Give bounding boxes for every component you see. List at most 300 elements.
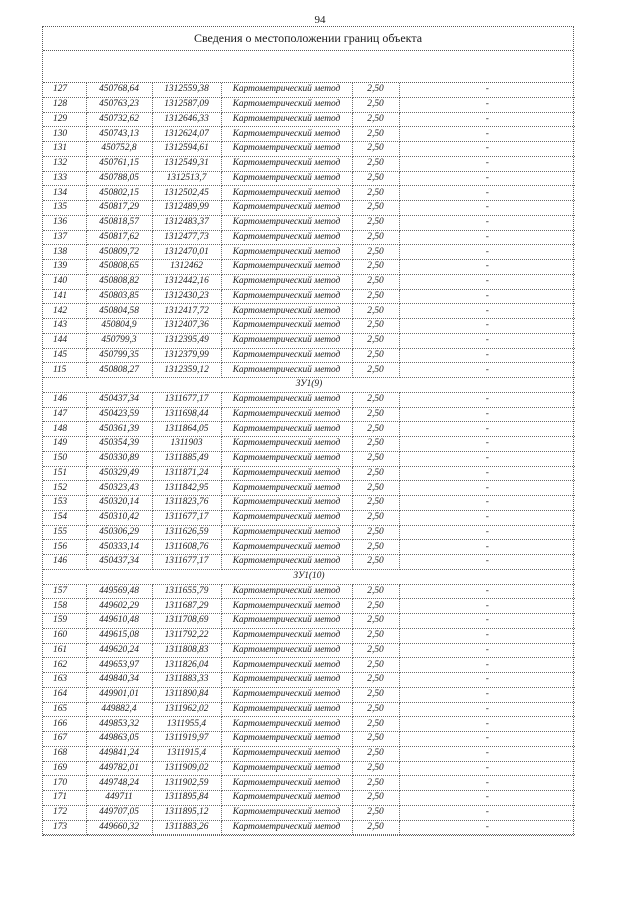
coordinate-y: 1311698,44 — [152, 407, 221, 422]
accuracy-cell: 2,50 — [352, 776, 399, 791]
description-cell: - — [399, 643, 575, 658]
point-number: 129 — [43, 112, 86, 127]
coordinate-x: 449707,05 — [86, 805, 152, 820]
point-number: 143 — [43, 319, 86, 334]
point-number: 156 — [43, 540, 86, 555]
accuracy-cell: 2,50 — [352, 732, 399, 747]
coordinate-y: 1312462 — [152, 260, 221, 275]
method-cell: Картометрический метод — [221, 156, 352, 171]
description-cell: - — [399, 820, 575, 835]
description-cell: - — [399, 805, 575, 820]
description-cell: - — [399, 215, 575, 230]
accuracy-cell: 2,50 — [352, 496, 399, 511]
coordinate-y: 1312559,38 — [152, 83, 221, 97]
document-title: Сведения о местоположении границ объекта — [43, 27, 573, 51]
table-row — [43, 304, 575, 319]
point-number: 133 — [43, 171, 86, 186]
table-row — [43, 761, 575, 776]
point-number: 154 — [43, 510, 86, 525]
accuracy-cell: 2,50 — [352, 407, 399, 422]
accuracy-cell: 2,50 — [352, 437, 399, 452]
point-number: 151 — [43, 466, 86, 481]
table-row — [43, 732, 575, 747]
point-number: 158 — [43, 599, 86, 614]
point-number: 173 — [43, 820, 86, 835]
method-cell: Картометрический метод — [221, 437, 352, 452]
description-cell: - — [399, 156, 575, 171]
section-label: ЗУ1(9) — [43, 378, 575, 393]
method-cell: Картометрический метод — [221, 186, 352, 201]
coordinate-x: 450732,62 — [86, 112, 152, 127]
table-row — [43, 776, 575, 791]
coordinate-y: 1311808,83 — [152, 643, 221, 658]
accuracy-cell: 2,50 — [352, 658, 399, 673]
coordinate-x: 450330,89 — [86, 451, 152, 466]
table-row — [43, 83, 575, 97]
table-row — [43, 584, 575, 599]
accuracy-cell: 2,50 — [352, 481, 399, 496]
table-row — [43, 466, 575, 481]
table-row — [43, 805, 575, 820]
description-cell: - — [399, 776, 575, 791]
table-row — [43, 643, 575, 658]
point-number: 152 — [43, 481, 86, 496]
accuracy-cell: 2,50 — [352, 333, 399, 348]
coordinate-x: 450761,15 — [86, 156, 152, 171]
table-row — [43, 392, 575, 407]
table-row — [43, 201, 575, 216]
point-number: 161 — [43, 643, 86, 658]
accuracy-cell: 2,50 — [352, 97, 399, 112]
point-number: 128 — [43, 97, 86, 112]
coordinate-y: 1311842,95 — [152, 481, 221, 496]
accuracy-cell: 2,50 — [352, 274, 399, 289]
method-cell: Картометрический метод — [221, 584, 352, 599]
point-number: 137 — [43, 230, 86, 245]
coordinate-y: 1312477,73 — [152, 230, 221, 245]
description-cell: - — [399, 112, 575, 127]
description-cell: - — [399, 304, 575, 319]
accuracy-cell: 2,50 — [352, 112, 399, 127]
point-number: 136 — [43, 215, 86, 230]
description-cell: - — [399, 201, 575, 216]
point-number: 115 — [43, 363, 86, 378]
table-row — [43, 614, 575, 629]
table-row — [43, 599, 575, 614]
accuracy-cell: 2,50 — [352, 319, 399, 334]
coordinate-y: 1311687,29 — [152, 599, 221, 614]
coordinate-y: 1311962,02 — [152, 702, 221, 717]
coordinates-document — [42, 26, 574, 836]
accuracy-cell: 2,50 — [352, 510, 399, 525]
point-number: 140 — [43, 274, 86, 289]
description-cell: - — [399, 673, 575, 688]
description-cell: - — [399, 702, 575, 717]
coordinate-y: 1312442,16 — [152, 274, 221, 289]
method-cell: Картометрический метод — [221, 673, 352, 688]
method-cell: Картометрический метод — [221, 717, 352, 732]
point-number: 135 — [43, 201, 86, 216]
point-number: 150 — [43, 451, 86, 466]
point-number: 167 — [43, 732, 86, 747]
method-cell: Картометрический метод — [221, 658, 352, 673]
coordinate-x: 450808,27 — [86, 363, 152, 378]
table-row — [43, 540, 575, 555]
table-row — [43, 363, 575, 378]
description-cell: - — [399, 791, 575, 806]
method-cell: Картометрический метод — [221, 142, 352, 157]
coordinate-y: 1312594,61 — [152, 142, 221, 157]
coordinate-x: 450752,8 — [86, 142, 152, 157]
coordinate-y: 1311903 — [152, 437, 221, 452]
description-cell: - — [399, 628, 575, 643]
table-row — [43, 496, 575, 511]
description-cell: - — [399, 422, 575, 437]
description-cell: - — [399, 186, 575, 201]
accuracy-cell: 2,50 — [352, 540, 399, 555]
method-cell: Картометрический метод — [221, 702, 352, 717]
coordinate-y: 1312395,49 — [152, 333, 221, 348]
point-number: 172 — [43, 805, 86, 820]
description-cell: - — [399, 687, 575, 702]
accuracy-cell: 2,50 — [352, 643, 399, 658]
accuracy-cell: 2,50 — [352, 289, 399, 304]
method-cell: Картометрический метод — [221, 628, 352, 643]
point-number: 157 — [43, 584, 86, 599]
coordinate-x: 450763,23 — [86, 97, 152, 112]
method-cell: Картометрический метод — [221, 363, 352, 378]
coordinate-y: 1311677,17 — [152, 555, 221, 570]
coordinate-x: 450423,59 — [86, 407, 152, 422]
table-row — [43, 687, 575, 702]
point-number: 132 — [43, 156, 86, 171]
accuracy-cell: 2,50 — [352, 599, 399, 614]
table-row — [43, 525, 575, 540]
point-number: 163 — [43, 673, 86, 688]
description-cell: - — [399, 761, 575, 776]
coordinate-y: 1311883,26 — [152, 820, 221, 835]
method-cell: Картометрический метод — [221, 245, 352, 260]
description-cell: - — [399, 717, 575, 732]
description-cell: - — [399, 142, 575, 157]
coordinate-y: 1312502,45 — [152, 186, 221, 201]
coordinate-x: 449569,48 — [86, 584, 152, 599]
coordinate-x: 450437,34 — [86, 392, 152, 407]
coordinate-y: 1312359,12 — [152, 363, 221, 378]
description-cell: - — [399, 437, 575, 452]
table-row — [43, 717, 575, 732]
point-number: 170 — [43, 776, 86, 791]
coordinate-x: 450768,64 — [86, 83, 152, 97]
table-row — [43, 186, 575, 201]
point-number: 138 — [43, 245, 86, 260]
coordinate-y: 1311708,69 — [152, 614, 221, 629]
coordinate-x: 450804,9 — [86, 319, 152, 334]
table-row — [43, 348, 575, 363]
table-row — [43, 437, 575, 452]
method-cell: Картометрический метод — [221, 805, 352, 820]
description-cell: - — [399, 732, 575, 747]
coordinate-y: 1311626,59 — [152, 525, 221, 540]
method-cell: Картометрический метод — [221, 746, 352, 761]
description-cell: - — [399, 540, 575, 555]
point-number: 142 — [43, 304, 86, 319]
coordinate-y: 1311902,59 — [152, 776, 221, 791]
coordinate-y: 1312379,99 — [152, 348, 221, 363]
section-row — [43, 569, 575, 584]
coordinate-x: 449653,97 — [86, 658, 152, 673]
description-cell: - — [399, 171, 575, 186]
method-cell: Картометрический метод — [221, 274, 352, 289]
accuracy-cell: 2,50 — [352, 186, 399, 201]
section-label: ЗУ1(10) — [43, 569, 575, 584]
accuracy-cell: 2,50 — [352, 156, 399, 171]
coordinate-y: 1311895,12 — [152, 805, 221, 820]
coordinate-x: 450354,39 — [86, 437, 152, 452]
point-number: 171 — [43, 791, 86, 806]
coordinate-x: 449620,24 — [86, 643, 152, 658]
table-row — [43, 407, 575, 422]
accuracy-cell: 2,50 — [352, 466, 399, 481]
accuracy-cell: 2,50 — [352, 304, 399, 319]
table-row — [43, 274, 575, 289]
coordinate-x: 450361,39 — [86, 422, 152, 437]
coordinate-x: 450817,29 — [86, 201, 152, 216]
point-number: 149 — [43, 437, 86, 452]
point-number: 165 — [43, 702, 86, 717]
coordinate-y: 1312407,36 — [152, 319, 221, 334]
coordinate-x: 449748,24 — [86, 776, 152, 791]
description-cell: - — [399, 746, 575, 761]
method-cell: Картометрический метод — [221, 201, 352, 216]
table-row — [43, 451, 575, 466]
table-row — [43, 673, 575, 688]
description-cell: - — [399, 289, 575, 304]
method-cell: Картометрический метод — [221, 319, 352, 334]
coordinate-y: 1312430,23 — [152, 289, 221, 304]
coordinate-x: 450743,13 — [86, 127, 152, 142]
coordinate-x: 449853,32 — [86, 717, 152, 732]
method-cell: Картометрический метод — [221, 525, 352, 540]
method-cell: Картометрический метод — [221, 127, 352, 142]
description-cell: - — [399, 392, 575, 407]
coordinate-y: 1312513,7 — [152, 171, 221, 186]
coordinate-x: 449901,01 — [86, 687, 152, 702]
coordinate-x: 450320,14 — [86, 496, 152, 511]
point-number: 159 — [43, 614, 86, 629]
coordinate-y: 1311864,05 — [152, 422, 221, 437]
description-cell: - — [399, 83, 575, 97]
header-spacer — [43, 51, 573, 83]
table-row — [43, 658, 575, 673]
accuracy-cell: 2,50 — [352, 142, 399, 157]
description-cell: - — [399, 319, 575, 334]
method-cell: Картометрический метод — [221, 481, 352, 496]
description-cell: - — [399, 407, 575, 422]
coordinate-x: 450333,14 — [86, 540, 152, 555]
method-cell: Картометрический метод — [221, 333, 352, 348]
accuracy-cell: 2,50 — [352, 628, 399, 643]
coordinate-y: 1312646,33 — [152, 112, 221, 127]
coordinate-y: 1311885,49 — [152, 451, 221, 466]
method-cell: Картометрический метод — [221, 230, 352, 245]
point-number: 141 — [43, 289, 86, 304]
point-number: 131 — [43, 142, 86, 157]
accuracy-cell: 2,50 — [352, 171, 399, 186]
accuracy-cell: 2,50 — [352, 805, 399, 820]
accuracy-cell: 2,50 — [352, 702, 399, 717]
description-cell: - — [399, 555, 575, 570]
coordinate-y: 1311915,4 — [152, 746, 221, 761]
method-cell: Картометрический метод — [221, 614, 352, 629]
accuracy-cell: 2,50 — [352, 584, 399, 599]
accuracy-cell: 2,50 — [352, 201, 399, 216]
coordinate-x: 449610,48 — [86, 614, 152, 629]
accuracy-cell: 2,50 — [352, 230, 399, 245]
coordinate-x: 450802,15 — [86, 186, 152, 201]
point-number: 127 — [43, 83, 86, 97]
accuracy-cell: 2,50 — [352, 363, 399, 378]
coordinate-x: 449840,34 — [86, 673, 152, 688]
table-row — [43, 481, 575, 496]
accuracy-cell: 2,50 — [352, 761, 399, 776]
coordinate-y: 1312470,01 — [152, 245, 221, 260]
table-row — [43, 112, 575, 127]
coordinate-y: 1311895,84 — [152, 791, 221, 806]
table-row — [43, 746, 575, 761]
method-cell: Картометрический метод — [221, 466, 352, 481]
point-number: 166 — [43, 717, 86, 732]
table-row — [43, 215, 575, 230]
coordinate-x: 450799,3 — [86, 333, 152, 348]
coordinate-x: 449782,01 — [86, 761, 152, 776]
coordinate-x: 449602,29 — [86, 599, 152, 614]
coordinate-y: 1311823,76 — [152, 496, 221, 511]
coordinate-y: 1311890,84 — [152, 687, 221, 702]
section-row — [43, 378, 575, 393]
coordinate-x: 450804,58 — [86, 304, 152, 319]
accuracy-cell: 2,50 — [352, 392, 399, 407]
accuracy-cell: 2,50 — [352, 525, 399, 540]
table-row — [43, 555, 575, 570]
coordinate-y: 1311677,17 — [152, 392, 221, 407]
description-cell: - — [399, 584, 575, 599]
method-cell: Картометрический метод — [221, 392, 352, 407]
point-number: 139 — [43, 260, 86, 275]
description-cell: - — [399, 510, 575, 525]
method-cell: Картометрический метод — [221, 260, 352, 275]
method-cell: Картометрический метод — [221, 407, 352, 422]
table-row — [43, 628, 575, 643]
method-cell: Картометрический метод — [221, 451, 352, 466]
accuracy-cell: 2,50 — [352, 127, 399, 142]
coordinates-table — [43, 83, 575, 835]
coordinate-x: 450817,62 — [86, 230, 152, 245]
description-cell: - — [399, 496, 575, 511]
coordinate-x: 450323,43 — [86, 481, 152, 496]
coordinate-y: 1311655,79 — [152, 584, 221, 599]
method-cell: Картометрический метод — [221, 289, 352, 304]
table-row — [43, 422, 575, 437]
accuracy-cell: 2,50 — [352, 260, 399, 275]
method-cell: Картометрический метод — [221, 112, 352, 127]
method-cell: Картометрический метод — [221, 496, 352, 511]
point-number: 155 — [43, 525, 86, 540]
point-number: 148 — [43, 422, 86, 437]
accuracy-cell: 2,50 — [352, 746, 399, 761]
point-number: 153 — [43, 496, 86, 511]
coordinate-x: 449841,24 — [86, 746, 152, 761]
method-cell: Картометрический метод — [221, 643, 352, 658]
coordinate-y: 1312587,09 — [152, 97, 221, 112]
coordinate-x: 449882,4 — [86, 702, 152, 717]
table-row — [43, 289, 575, 304]
coordinate-x: 450310,42 — [86, 510, 152, 525]
description-cell: - — [399, 614, 575, 629]
accuracy-cell: 2,50 — [352, 83, 399, 97]
coordinate-y: 1311792,22 — [152, 628, 221, 643]
coordinate-y: 1311826,04 — [152, 658, 221, 673]
coordinate-x: 449711 — [86, 791, 152, 806]
description-cell: - — [399, 97, 575, 112]
method-cell: Картометрический метод — [221, 304, 352, 319]
point-number: 145 — [43, 348, 86, 363]
coordinate-y: 1312483,37 — [152, 215, 221, 230]
coordinate-y: 1311677,17 — [152, 510, 221, 525]
table-row — [43, 333, 575, 348]
table-row — [43, 319, 575, 334]
coordinate-x: 449863,05 — [86, 732, 152, 747]
point-number: 130 — [43, 127, 86, 142]
coordinate-x: 450329,49 — [86, 466, 152, 481]
description-cell: - — [399, 260, 575, 275]
description-cell: - — [399, 245, 575, 260]
accuracy-cell: 2,50 — [352, 614, 399, 629]
method-cell: Картометрический метод — [221, 761, 352, 776]
coordinate-x: 450803,85 — [86, 289, 152, 304]
point-number: 147 — [43, 407, 86, 422]
coordinate-y: 1312549,31 — [152, 156, 221, 171]
table-row — [43, 702, 575, 717]
point-number: 164 — [43, 687, 86, 702]
accuracy-cell: 2,50 — [352, 687, 399, 702]
coordinate-y: 1311955,4 — [152, 717, 221, 732]
table-row — [43, 127, 575, 142]
coordinate-y: 1312624,07 — [152, 127, 221, 142]
method-cell: Картометрический метод — [221, 687, 352, 702]
method-cell: Картометрический метод — [221, 422, 352, 437]
table-row — [43, 820, 575, 835]
description-cell: - — [399, 127, 575, 142]
point-number: 134 — [43, 186, 86, 201]
coordinate-x: 450788,05 — [86, 171, 152, 186]
description-cell: - — [399, 348, 575, 363]
method-cell: Картометрический метод — [221, 791, 352, 806]
point-number: 146 — [43, 555, 86, 570]
method-cell: Картометрический метод — [221, 97, 352, 112]
table-row — [43, 230, 575, 245]
table-row — [43, 791, 575, 806]
point-number: 168 — [43, 746, 86, 761]
coordinate-x: 450306,29 — [86, 525, 152, 540]
method-cell: Картометрический метод — [221, 215, 352, 230]
accuracy-cell: 2,50 — [352, 717, 399, 732]
coordinate-y: 1312489,99 — [152, 201, 221, 216]
coordinate-x: 450808,65 — [86, 260, 152, 275]
coordinate-y: 1311909,02 — [152, 761, 221, 776]
accuracy-cell: 2,50 — [352, 215, 399, 230]
description-cell: - — [399, 333, 575, 348]
